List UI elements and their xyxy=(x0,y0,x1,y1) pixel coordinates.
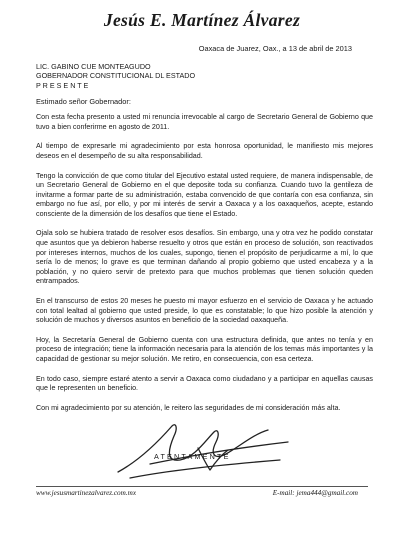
body-paragraph: Hoy, la Secretaría General de Gobierno cuenta con una estructura definida, que antes no tenía y en proceso de integración; tiene la información necesaria para la atención de los temas más importantes y la capacidad de gestionar su mejor solución. Me retiro, en consecuencia, con esa certeza. xyxy=(36,335,373,363)
body-paragraph: En todo caso, siempre estaré atento a servir a Oaxaca como ciudadano y a participar en aquellas causas que le representen un beneficio. xyxy=(36,374,373,393)
addressee-line: GOBERNADOR CONSTITUCIONAL DL ESTADO xyxy=(36,71,196,81)
letter-body xyxy=(36,113,373,424)
body-paragraph: En el transcurso de estos 20 meses he puesto mi mayor esfuerzo en el servicio de Oaxaca y he actuado con total lealtad al gobierno que usted preside, lo que es constatable; lo que hizo posible la atención y solución de muchos y diversos asuntos en beneficio de la sociedad oaxaqueña. xyxy=(36,296,373,325)
addressee-line: P R E S E N T E xyxy=(36,80,89,90)
footer-email: E-mail: jema444@gmail.com xyxy=(272,489,358,497)
salutation: Estimado señor Gobernador: xyxy=(36,97,131,106)
body-paragraph: Ojala solo se hubiera tratado de resolver esos desafíos. Sin embargo, una y otra vez he podido constatar que asuntos que ya debieron haberse resuelto y otros que están en proceso de solución, son reactivados por intereses internos, muchos de los cuales, supongo, tienen el propósito de perjudicarme a mí, lo que sería lo de menos; lo grave es que terminan dañando al propio gobierno que usted encabeza y a la población, y no quiero servir de pretexto para que muchos problemas que tienen solución queden entrampados. xyxy=(36,229,373,286)
footer-divider xyxy=(36,486,368,487)
body-paragraph: Al tiempo de expresarle mi agradecimiento por esta honrosa oportunidad, le manifiesto mis mejores deseos en el desempeño de su alta responsabilidad. xyxy=(36,142,373,160)
body-paragraph: Con esta fecha presento a usted mi renuncia irrevocable al cargo de Secretario General de Gobierno que tuvo a bien conferirme en agosto de 2011. xyxy=(36,113,373,131)
handwritten-signature xyxy=(110,420,300,482)
body-paragraph: Con mi agradecimiento por su atención, le reitero las seguridades de mi consideración más alta. xyxy=(36,403,341,412)
addressee-block xyxy=(36,62,195,90)
addressee-line: LIC. GABINO CUE MONTEAGUDO xyxy=(36,62,151,71)
letterhead-name: Jesús E. Martínez Álvarez xyxy=(103,10,301,30)
footer-website: www.jesusmartinezalvarez.com.mx xyxy=(36,489,137,497)
place-date: Oaxaca de Juarez, Oax., a 13 de abril de 2013 xyxy=(198,44,352,53)
body-paragraph: Tengo la convicción de que como titular del Ejecutivo estatal usted requiere, de manera indispensable, de un Secretario General de Gobierno en el que deposite toda su confianza. Cuando tuvo la gentileza de invitarme a formar parte de su administración, estaba convencido de que contaría con esa confianza, sin embargo no fue así, por ello, y por mi interés de servir a Oaxaca y a los oaxaqueños, acepte, estando consciente de la dimensión de los desafíos que tiene el Estado. xyxy=(36,171,373,218)
closing-text: ATENTAMENTE xyxy=(154,452,231,461)
